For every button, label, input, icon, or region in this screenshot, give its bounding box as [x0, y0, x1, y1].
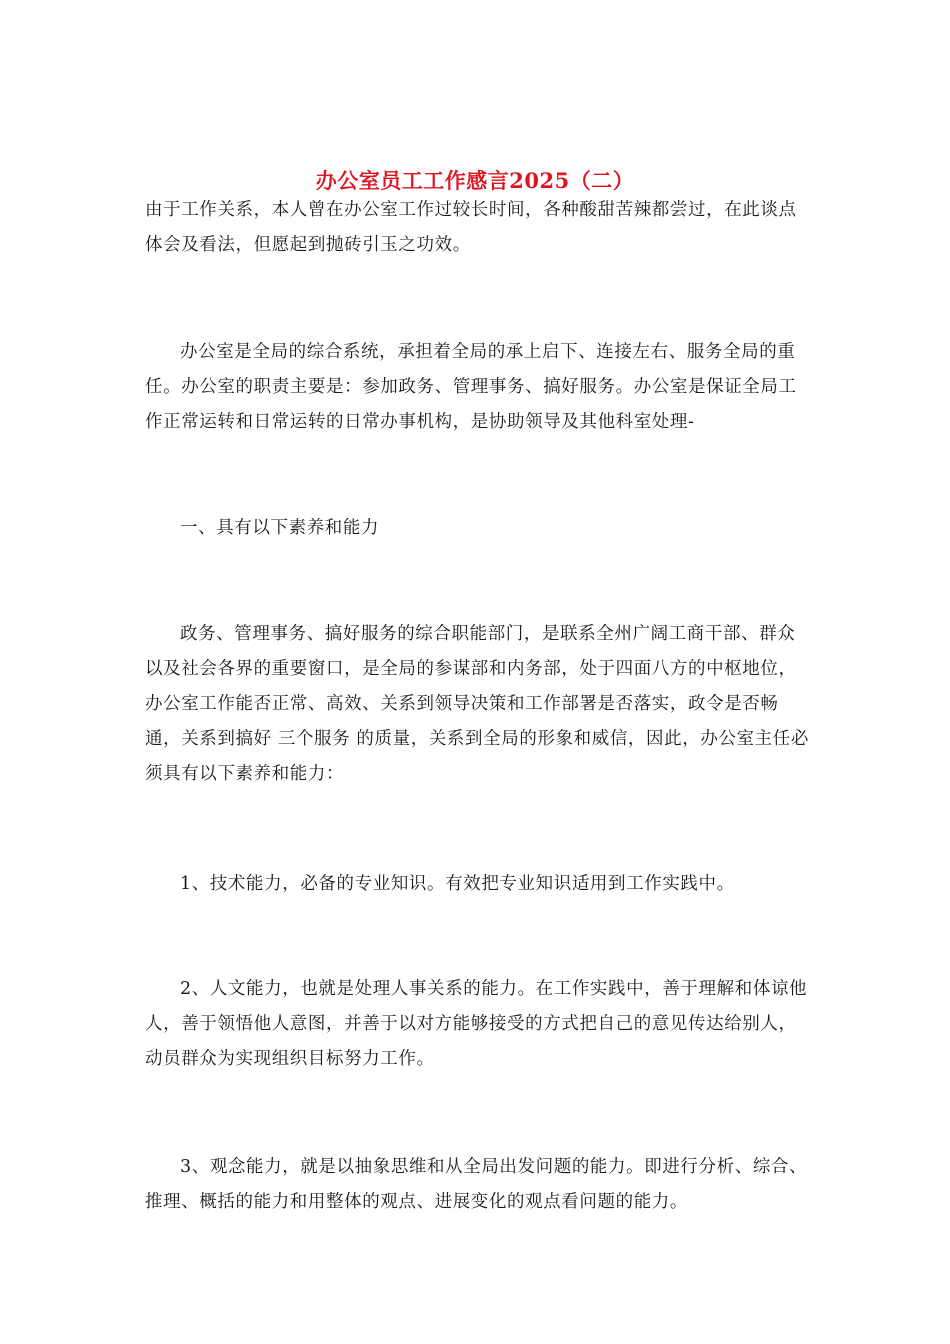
paragraph-office-role: 办公室是全局的综合系统，承担着全局的承上启下、连接左右、服务全局的重任。办公室的职责主要是：参加政务、管理事务、搞好服务。办公室是保证全局工作正常运转和日常运转的日常办事机构，是协助领导及其他科室处理- — [145, 342, 797, 432]
document-title: 办公室员工工作感言2025（二） — [315, 168, 635, 194]
list-item-conceptual-ability: 3、观念能力，就是以抽象思维和从全局出发问题的能力。即进行分析、综合、推理、概括的能力和用整体的观点、进展变化的观点看问题的能力。 — [145, 1157, 808, 1212]
section-heading-qualities: 一、具有以下素养和能力 — [180, 518, 380, 538]
paragraph-office-function: 政务、管理事务、搞好服务的综合职能部门，是联系全州广阔工商干部、群众以及社会各界的重要窗口，是全局的参谋部和内务部，处于四面八方的中枢地位，办公室工作能否正常、高效、关系到领导决策和工作部署是否落实，政令是否畅通，关系到搞好 三个服务 的质量，关系到全局的形象和威信，因此，办公室主任必须具有以下素养和能力： — [145, 624, 809, 784]
list-item-human-ability: 2、人文能力，也就是处理人事关系的能力。在工作实践中，善于理解和体谅他人，善于领悟他人意图，并善于以对方能够接受的方式把自己的意见传达给别人，动员群众为实现组织目标努力工作。 — [145, 979, 808, 1069]
paragraph-intro: 由于工作关系，本人曾在办公室工作过较长时间，各种酸甜苦辣都尝过，在此谈点体会及看法，但愿起到抛砖引玉之功效。 — [145, 200, 797, 255]
list-item-technical-ability: 1、技术能力，必备的专业知识。有效把专业知识适用到工作实践中。 — [180, 874, 735, 894]
